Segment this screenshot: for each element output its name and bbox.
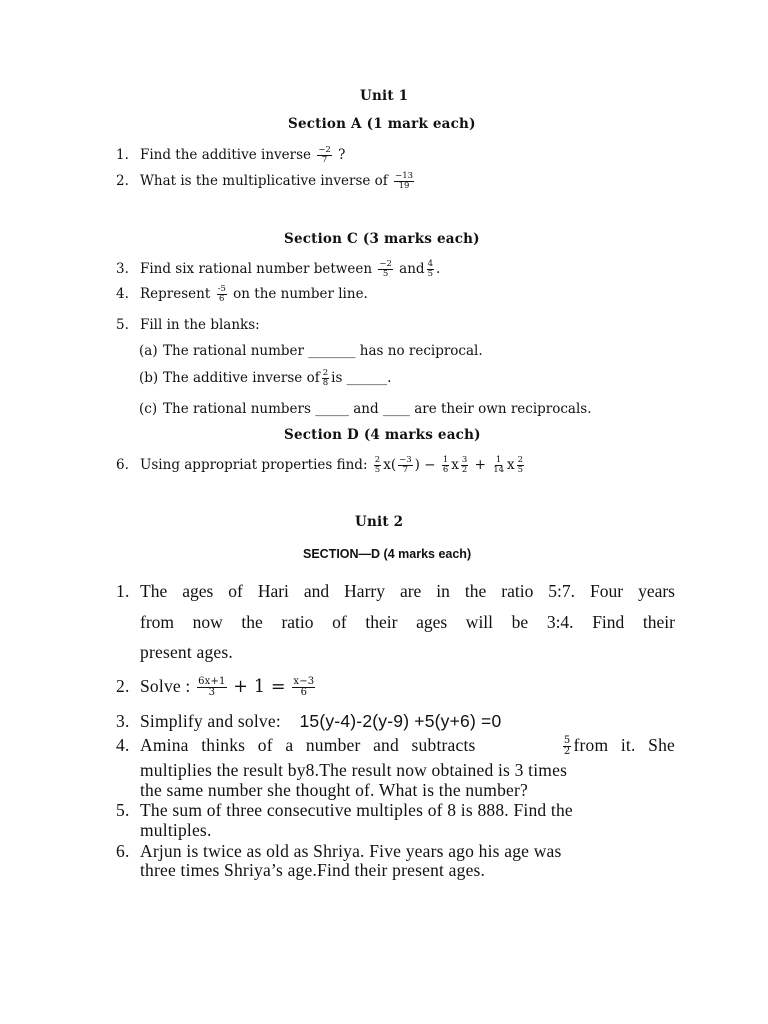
- fraction: $\frac{2}{8}$: [322, 368, 329, 388]
- fraction: $\frac{-5}{6}$: [217, 284, 226, 304]
- section-a-heading: Section A (1 mark each): [288, 116, 476, 132]
- u1-q5-part-a: (a) The rational number _______ has no reciprocal.: [139, 343, 483, 359]
- fraction: $\frac{-3}{7}$: [399, 455, 412, 475]
- unit2-section-heading: SECTION—D (4 marks each): [303, 547, 472, 561]
- u1-question-2: 2. What is the multiplicative inverse of $\frac{-13}{19}$: [116, 171, 414, 191]
- u2-q1-number: 1.: [116, 581, 130, 601]
- fraction: $\frac{4}{5}$: [427, 259, 433, 279]
- unit2-title: Unit 2: [355, 514, 404, 530]
- u2-q6-line2: three times Shriya’s age.Find their present ages.: [140, 860, 486, 880]
- fraction: $\frac{5}{2}$: [563, 734, 571, 758]
- section-c-heading: Section C (3 marks each): [284, 231, 480, 247]
- u2-q4-line1: Amina thinks of a number and subtracts $\frac{5}{2}$ from it. She: [140, 734, 675, 758]
- unit1-title: Unit 1: [360, 88, 409, 104]
- fraction: $\frac{1}{6}$: [442, 455, 449, 475]
- u2-q1-line3: present ages.: [140, 642, 233, 662]
- u2-q1-line1: The ages of Hari and Harry are in the ratio 5:7. Four years: [140, 581, 675, 601]
- u1-q5-part-b: (b) The additive inverse of $\frac{2}{8}$ is ______.: [139, 368, 392, 388]
- u1-q5-part-c: (c) The rational numbers _____ and ____ are their own reciprocals.: [139, 401, 592, 417]
- fraction: $\frac{x-3}{6}$: [293, 675, 315, 699]
- u2-q6-line1: Arjun is twice as old as Shriya. Five years ago his age was: [140, 841, 562, 861]
- u2-q4-line2: multiplies the result by8.The result now obtained is 3 times: [140, 760, 568, 780]
- u2-question-3: 3. Simplify and solve: 15(y-4)-2(y-9) +5(y+6) =0: [116, 711, 502, 731]
- u1-question-1: 1. Find the additive inverse $\frac{-2}{7}$ ?: [116, 145, 346, 165]
- u2-q4-number: 4.: [116, 735, 130, 755]
- u1-question-6: 6. Using appropriat properties find: $\frac{2}{5}$ x( $\frac{-3}{7}$ ) − $\frac{1}{6}$ x $\frac{3}{2}$ + $\frac{1}{14}$ x $\frac{2}{5}$: [116, 455, 524, 475]
- fraction: $\frac{-2}{7}$: [318, 145, 331, 165]
- u2-q5-number: 5.: [116, 800, 130, 820]
- fraction: $\frac{2}{5}$: [517, 455, 524, 475]
- fraction: $\frac{-2}{5}$: [379, 259, 392, 279]
- fraction: $\frac{-13}{19}$: [395, 171, 414, 191]
- u2-q5-line2: multiples.: [140, 820, 212, 840]
- u1-question-4: 4. Represent $\frac{-5}{6}$ on the number line.: [116, 284, 368, 304]
- fraction: $\frac{6x+1}{3}$: [198, 675, 226, 699]
- u2-q5-line1: The sum of three consecutive multiples of 8 is 888. Find the: [140, 800, 573, 820]
- u2-q6-number: 6.: [116, 841, 130, 861]
- u1-question-5: 5. Fill in the blanks:: [116, 317, 260, 333]
- u2-question-2: 2. Solve : $\frac{6x+1}{3}$ + 1 = $\frac{x-3}{6}$: [116, 675, 315, 699]
- fraction: $\frac{3}{2}$: [461, 455, 468, 475]
- u1-question-3: 3. Find six rational number between $\frac{-2}{5}$ and $\frac{4}{5}$ .: [116, 259, 441, 279]
- fraction: $\frac{2}{5}$: [374, 455, 381, 475]
- u2-q4-line3: the same number she thought of. What is the number?: [140, 780, 528, 800]
- fraction: $\frac{1}{14}$: [493, 455, 505, 475]
- u2-q1-line2: from now the ratio of their ages will be 3:4. Find their: [140, 612, 675, 632]
- section-d-heading: Section D (4 marks each): [284, 427, 481, 443]
